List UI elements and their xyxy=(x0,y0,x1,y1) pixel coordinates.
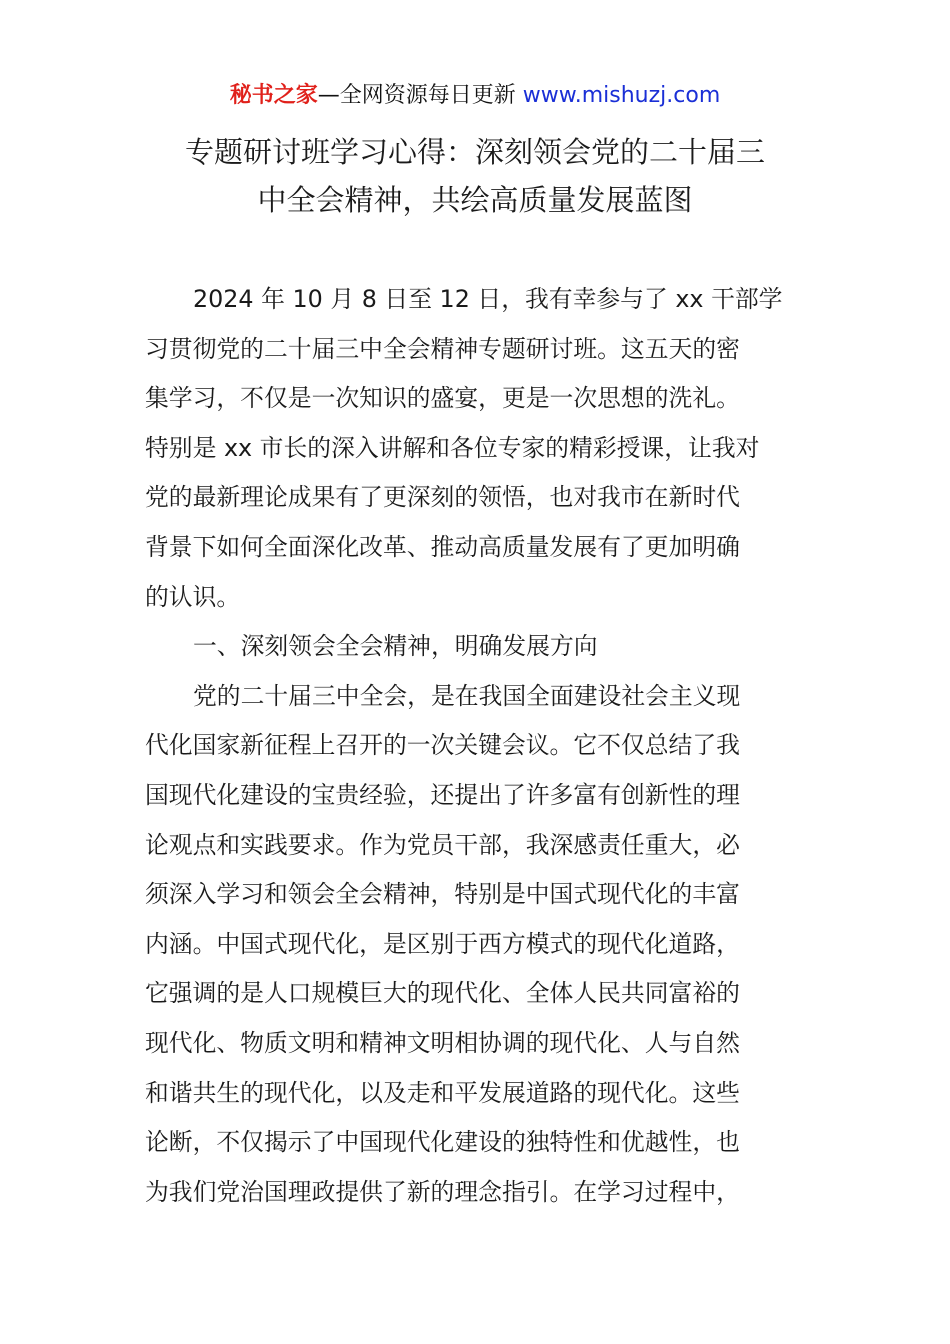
paragraph-line: 党的二十届三中全会，是在我国全面建设社会主义现 xyxy=(193,681,741,710)
paragraph-line: 党的最新理论成果有了更深刻的领悟，也对我市在新时代 xyxy=(145,483,740,512)
paragraph-line: 特别是 xx 市长的深入讲解和各位专家的精彩授课，让我对 xyxy=(145,433,760,462)
paragraph-line: 背景下如何全面深化改革、推动高质量发展有了更加明确 xyxy=(145,532,740,561)
paragraph-line: 为我们党治国理政提供了新的理念指引。在学习过程中， xyxy=(145,1177,740,1206)
paragraph-line: 国现代化建设的宝贵经验，还提出了许多富有创新性的理 xyxy=(145,780,740,809)
paragraph-line: 须深入学习和领会全会精神，特别是中国式现代化的丰富 xyxy=(145,880,740,909)
paragraph-line: 和谐共生的现代化，以及走和平发展道路的现代化。这些 xyxy=(145,1078,740,1107)
paragraph-line: 的认识。 xyxy=(145,582,241,611)
banner-tagline: —全网资源每日更新 xyxy=(317,83,516,108)
paragraph-line: 代化国家新征程上召开的一次关键会议。它不仅总结了我 xyxy=(145,731,740,760)
paragraph-line: 现代化、物质文明和精神文明相协调的现代化、人与自然 xyxy=(145,1028,740,1057)
site-banner xyxy=(0,80,950,112)
document-body xyxy=(145,275,810,1217)
document-title xyxy=(0,128,950,224)
title-line: 专题研讨班学习心得：深刻领会党的二十届三 xyxy=(184,135,765,169)
site-url-link[interactable]: www.mishuzj.com xyxy=(522,83,721,108)
paragraph-line: 习贯彻党的二十届三中全会精神专题研讨班。这五天的密 xyxy=(145,334,740,363)
section-heading: 一、深刻领会全会精神，明确发展方向 xyxy=(193,632,598,661)
paragraph-line: 2024 年 10 月 8 日至 12 日，我有幸参与了 xx 干部学 xyxy=(193,285,783,313)
title-line: 中全会精神，共绘高质量发展蓝图 xyxy=(257,183,693,217)
brand-name: 秘书之家 xyxy=(229,83,318,108)
paragraph-line: 集学习，不仅是一次知识的盛宴，更是一次思想的洗礼。 xyxy=(145,384,740,413)
paragraph-line: 内涵。中国式现代化，是区别于西方模式的现代化道路， xyxy=(145,929,740,958)
paragraph-line: 论断，不仅揭示了中国现代化建设的独特性和优越性，也 xyxy=(145,1128,740,1157)
paragraph-line: 论观点和实践要求。作为党员干部，我深感责任重大，必 xyxy=(145,830,740,859)
paragraph-line: 它强调的是人口规模巨大的现代化、全体人民共同富裕的 xyxy=(145,979,740,1008)
